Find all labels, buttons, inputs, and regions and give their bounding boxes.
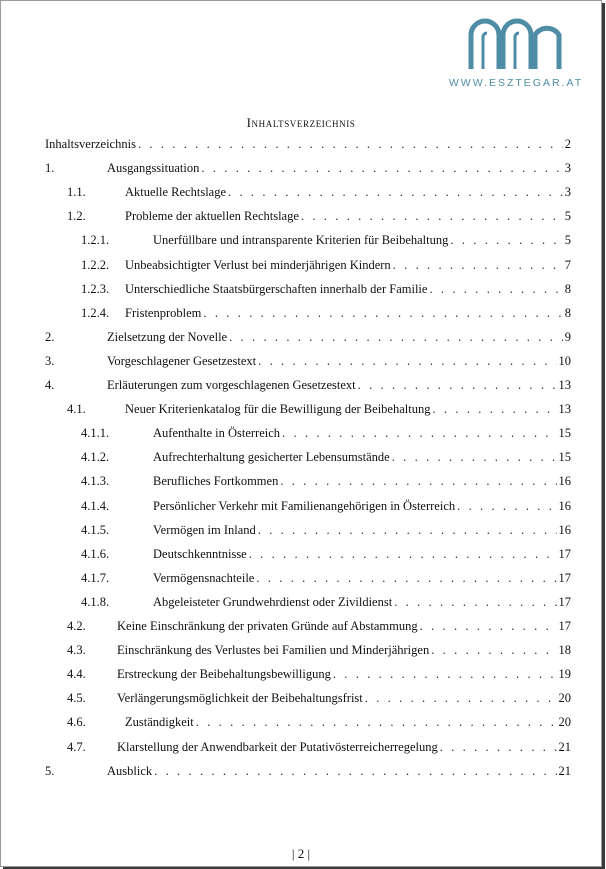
toc-entry-label: Deutschkenntnisse — [153, 546, 247, 561]
dot-leader — [203, 306, 562, 321]
toc-entry-number: 1.2.2. — [81, 257, 110, 272]
toc-entry[interactable] — [1, 354, 601, 372]
toc-entry-number: 2. — [45, 329, 55, 344]
toc-entry-label: Klarstellung der Anwendbarkeit der Putativösterreicherregelung — [117, 739, 438, 754]
toc-entry-number: 4.1.5. — [81, 522, 110, 537]
toc-entry-number: 1.2.4. — [81, 305, 110, 320]
toc-entry-label: Ausgangssituation — [107, 161, 200, 176]
dot-leader — [280, 474, 556, 489]
toc-entry-page: 3 — [564, 185, 571, 200]
toc-entry-label: Unbeabsichtigter Verlust bei minderjährigen Kindern — [125, 257, 391, 272]
toc-entry-label: Persönlicher Verkehr mit Familienangehörigen in Österreich — [153, 498, 456, 513]
toc-entry-page: 16 — [558, 498, 571, 513]
toc-entry[interactable] — [1, 378, 601, 396]
toc-entry[interactable] — [1, 764, 601, 782]
toc-entry-page: 9 — [564, 329, 571, 344]
dot-leader — [393, 258, 563, 273]
toc-entry-number: 1.2.3. — [81, 281, 110, 296]
toc-entry-label: Erläuterungen zum vorgeschlagenen Gesetzestext — [107, 378, 356, 392]
toc-entry-label: Probleme der aktuellen Rechtslage — [125, 209, 299, 224]
toc-entry-number: 1.1. — [67, 185, 86, 200]
toc-entry-label: Vorgeschlagener Gesetzestext — [107, 353, 257, 368]
toc-entry-label: Unerfüllbare und intransparente Kriterien für Beibehaltung — [153, 233, 449, 248]
toc-entry-label: Vermögen im Inland — [153, 522, 256, 537]
toc-entry[interactable] — [1, 523, 601, 541]
dot-leader — [457, 499, 556, 514]
toc-entry-page: 21 — [558, 739, 571, 754]
toc-entry-number: 4. — [45, 378, 55, 392]
dot-leader — [333, 667, 557, 682]
dot-leader — [228, 185, 563, 200]
toc-entry-page: 18 — [558, 643, 571, 658]
toc-entry[interactable] — [1, 330, 601, 348]
toc-entry-number: 4.1.3. — [81, 474, 110, 489]
toc-entry-page: 17 — [558, 619, 571, 633]
dot-leader — [229, 330, 563, 345]
toc-entry-number: 1. — [45, 161, 55, 176]
dot-leader — [440, 740, 557, 755]
toc-entry-label: Zielsetzung der Novelle — [107, 329, 228, 344]
toc-entry-number: 4.5. — [67, 691, 86, 706]
toc-entry-page: 17 — [558, 546, 571, 561]
dot-leader — [358, 378, 557, 393]
toc-entry-label: Unterschiedliche Staatsbürgerschaften innerhalb der Familie — [125, 281, 428, 296]
toc-entry-label: Verlängerungsmöglichkeit der Beibehaltungsfrist — [117, 691, 363, 706]
dot-leader — [394, 595, 556, 610]
dot-leader — [301, 209, 563, 224]
arches-logo-icon — [467, 15, 563, 71]
dot-leader — [138, 137, 563, 152]
toc-entry-number: 1.2.1. — [81, 233, 110, 248]
toc-entry[interactable] — [1, 571, 601, 589]
toc-entry-page: 16 — [558, 522, 571, 537]
toc-entry[interactable] — [1, 643, 601, 661]
toc-entry-page: 20 — [558, 691, 571, 706]
toc-entry-label: Keine Einschränkung der privaten Gründe auf Abstammung — [117, 619, 418, 633]
dot-leader — [249, 547, 557, 562]
toc-entry[interactable] — [1, 450, 601, 468]
toc-entry-label: Fristenproblem — [125, 305, 202, 320]
dot-leader — [431, 643, 556, 658]
dot-leader — [258, 354, 556, 369]
toc-entry[interactable] — [1, 282, 601, 300]
toc-entry-number: 4.3. — [67, 643, 86, 658]
toc-entry[interactable] — [1, 595, 601, 613]
toc-entry-page: 19 — [558, 667, 571, 682]
toc-entry-number: 4.1.6. — [81, 546, 110, 561]
toc-entry-number: 4.1. — [67, 402, 86, 417]
toc-entry[interactable] — [1, 715, 601, 733]
dot-leader — [420, 619, 557, 634]
toc-entry-page: 17 — [558, 594, 571, 609]
dot-leader — [365, 691, 557, 706]
toc-entry-number: 1.2. — [67, 209, 86, 224]
toc-entry[interactable] — [1, 306, 601, 324]
toc-entry[interactable] — [1, 740, 601, 758]
toc-entry-page: 3 — [564, 161, 571, 176]
dot-leader — [201, 161, 562, 176]
toc-entry-page: 8 — [564, 305, 571, 320]
toc-entry-page: 5 — [564, 233, 571, 248]
dot-leader — [258, 523, 557, 538]
dot-leader — [392, 450, 557, 465]
toc-entry-number: 4.7. — [67, 739, 86, 754]
dot-leader — [432, 402, 556, 417]
toc-entry-page: 21 — [558, 763, 571, 778]
toc-entry[interactable] — [1, 547, 601, 565]
esztegar-logo — [441, 15, 591, 95]
toc-entry-number: 4.1.2. — [81, 450, 110, 465]
toc-entry[interactable] — [1, 185, 601, 203]
dot-leader — [256, 571, 556, 586]
toc-entry[interactable] — [1, 209, 601, 227]
toc-entry-page: 13 — [558, 378, 571, 392]
toc-entry[interactable] — [1, 402, 601, 420]
toc-entry-number: 4.1.8. — [81, 594, 110, 609]
toc-entry-label: Einschränkung des Verlustes bei Familien und Minderjährigen — [117, 643, 430, 658]
toc-entry-page: 2 — [564, 137, 571, 151]
toc-entry-page: 10 — [558, 353, 571, 368]
toc-entry[interactable] — [1, 258, 601, 276]
toc-entry-label: Ausblick — [107, 763, 153, 778]
page-number-footer: | 2 | — [291, 846, 311, 861]
toc-entry-page: 20 — [558, 715, 571, 730]
toc-entry-page: 13 — [558, 402, 571, 417]
toc-entry-label: Berufliches Fortkommen — [153, 474, 279, 489]
toc-entry-number: 5. — [45, 763, 55, 778]
toc-entry-label: Aufenthalte in Österreich — [153, 426, 281, 441]
toc-entry[interactable] — [1, 691, 601, 709]
toc-entry-page: 15 — [558, 450, 571, 465]
dot-leader — [154, 764, 556, 779]
toc-entry-label: Abgeleisteter Grundwehrdienst oder Zivildienst — [153, 594, 393, 609]
toc-entry-label: Aktuelle Rechtslage — [125, 185, 227, 200]
toc-entry-page: 8 — [564, 281, 571, 296]
toc-entry-page: 16 — [558, 474, 571, 489]
dot-leader — [282, 426, 556, 441]
toc-entry-number: 4.1.1. — [81, 426, 110, 441]
logo-text: WWW.ESZTEGAR.AT — [448, 77, 584, 89]
toc-entry[interactable] — [1, 426, 601, 444]
toc-entry[interactable] — [1, 233, 601, 251]
toc-entry-number: 4.6. — [67, 715, 86, 730]
toc-entry-label: Inhaltsverzeichnis — [45, 137, 136, 151]
toc-entry[interactable] — [1, 619, 601, 637]
toc-entry-number: 3. — [45, 353, 55, 368]
toc-entry-page: 5 — [564, 209, 571, 224]
toc-entry[interactable] — [1, 137, 601, 155]
toc-entry-number: 4.4. — [67, 667, 86, 682]
toc-entry-label: Vermögensnachteile — [153, 570, 255, 585]
dot-leader — [450, 233, 562, 248]
dot-leader — [429, 282, 562, 297]
toc-entry-number: 4.2. — [67, 619, 86, 633]
toc-entry-page: 7 — [564, 257, 571, 272]
toc-entry-label: Neuer Kriterienkatalog für die Bewilligung der Beibehaltung — [125, 402, 431, 417]
toc-entry-page: 17 — [558, 570, 571, 585]
toc-entry-page: 15 — [558, 426, 571, 441]
toc-title: Inhaltsverzeichnis — [246, 115, 356, 130]
toc-entry[interactable] — [1, 499, 601, 517]
toc-entry-number: 4.1.7. — [81, 570, 110, 585]
toc-entry[interactable] — [1, 474, 601, 492]
toc-entry[interactable] — [1, 667, 601, 685]
toc-entry-label: Aufrechterhaltung gesicherter Lebensumstände — [153, 450, 390, 465]
toc-entry-label: Erstreckung der Beibehaltungsbewilligung — [117, 667, 331, 682]
toc-entry[interactable] — [1, 161, 601, 179]
dot-leader — [196, 715, 557, 730]
toc-entry-number: 4.1.4. — [81, 498, 110, 513]
toc-entry-label: Zuständigkeit — [125, 715, 194, 730]
